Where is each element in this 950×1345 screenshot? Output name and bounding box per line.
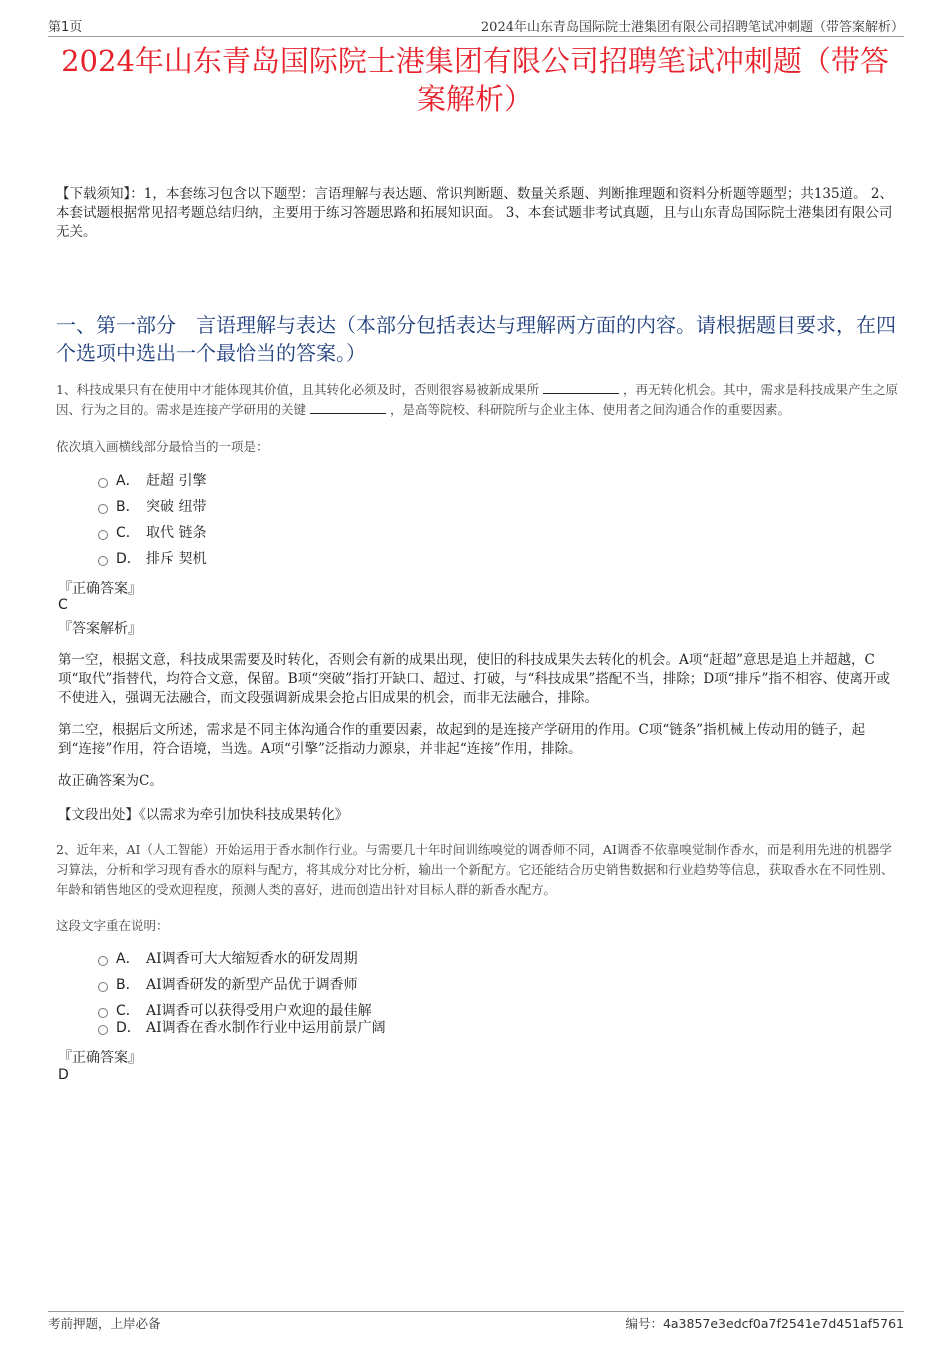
page-number: 第1页 bbox=[48, 20, 83, 35]
header-doc-title: 2024年山东青岛国际院士港集团有限公司招聘笔试冲刺题（带答案解析） bbox=[480, 20, 904, 35]
option-text: 赶超 引擎 bbox=[146, 473, 207, 489]
radio-icon[interactable] bbox=[98, 1025, 108, 1035]
q1-answer: C bbox=[58, 597, 68, 613]
option-text: AI调香可以获得受用户欢迎的最佳解 bbox=[146, 1003, 372, 1019]
option-text: AI调香在香水制作行业中运用前景广阔 bbox=[146, 1020, 386, 1036]
question-2-prompt: 这段文字重在说明： bbox=[56, 918, 169, 933]
option-key: A． bbox=[116, 473, 140, 489]
question-1-prompt: 依次填入画横线部分最恰当的一项是： bbox=[56, 439, 269, 454]
q1-analysis-label: 『答案解析』 bbox=[58, 621, 142, 637]
question-1-text bbox=[56, 380, 898, 420]
q1-option-c[interactable] bbox=[98, 523, 206, 543]
fill-blank-2 bbox=[310, 401, 386, 414]
page-footer bbox=[48, 1311, 904, 1331]
option-key: A． bbox=[116, 951, 140, 967]
q1-option-a[interactable] bbox=[98, 471, 206, 491]
radio-icon[interactable] bbox=[98, 478, 108, 488]
q1-analysis-paragraph-2: 第二空，根据后文所述，需求是不同主体沟通合作的重要因素，故起到的是连接产学研用的作用。C项“链条”指机械上传动用的链子，起到“连接”作用，符合语境，当选。A项“引擎”泛指动力源泉，并非起“连接”作用，排除。 bbox=[58, 722, 866, 757]
radio-icon[interactable] bbox=[98, 504, 108, 514]
radio-icon[interactable] bbox=[98, 982, 108, 992]
q2-option-a[interactable] bbox=[98, 949, 358, 969]
q2-option-d[interactable] bbox=[98, 1018, 386, 1038]
radio-icon[interactable] bbox=[98, 1008, 108, 1018]
question-1-text-part-c: ，是高等院校、科研院所与企业主体、使用者之间沟通合作的重要因素。 bbox=[390, 402, 791, 417]
document-title: 2024年山东青岛国际院士港集团有限公司招聘笔试冲刺题（带答案解析） bbox=[61, 44, 889, 116]
q2-answer: D bbox=[58, 1067, 69, 1083]
question-2-text: 2、近年来，AI（人工智能）开始运用于香水制作行业。与需要几十年时间训练嗅觉的调香师不同，AI调香不依靠嗅觉制作香水，而是利用先进的机器学习算法，分析和学习现有香水的原料与配方，将其成分对比分析，输出一个新配方。它还能结合历史销售数据和行业趋势等信息，获取香水在不同性别、年龄和销售地区的受欢迎程度，预测人类的喜好，进而创造出针对目标人群的新香水配方。 bbox=[56, 842, 894, 897]
option-key: C． bbox=[116, 525, 140, 541]
q2-answer-label: 『正确答案』 bbox=[58, 1050, 142, 1066]
option-text: AI调香可大大缩短香水的研发周期 bbox=[146, 951, 358, 967]
radio-icon[interactable] bbox=[98, 530, 108, 540]
option-text: 排斥 契机 bbox=[146, 551, 207, 567]
q1-option-d[interactable] bbox=[98, 549, 206, 569]
fill-blank-1 bbox=[543, 381, 619, 394]
page-header bbox=[48, 14, 904, 37]
option-text: 突破 纽带 bbox=[146, 499, 207, 515]
footer-serial: 编号：4a3857e3edcf0a7f2541e7d451af5761 bbox=[625, 1316, 904, 1331]
question-1-text-part-b: ，再无转化机会。其中，需求是科技成果产生之原因、行为之目的。需求是连接产学研用的关键 bbox=[56, 382, 898, 417]
radio-icon[interactable] bbox=[98, 556, 108, 566]
q1-answer-label: 『正确答案』 bbox=[58, 581, 142, 597]
option-key: C． bbox=[116, 1003, 140, 1019]
option-key: B． bbox=[116, 977, 140, 993]
option-key: D． bbox=[116, 1020, 141, 1036]
question-1-text-part-a: 1、科技成果只有在使用中才能体现其价值，且其转化必须及时，否则很容易被新成果所 bbox=[56, 382, 539, 397]
option-text: 取代 链条 bbox=[146, 525, 207, 541]
download-notice: 【下载须知】：1，本套练习包含以下题型：言语理解与表达题、常识判断题、数量关系题、判断推理题和资料分析题等题型；共135道。 2、本套试题根据常见招考题总结归纳，主要用于练习答题思路和拓展知识面。 3、本套试题非考试真题，且与山东青岛国际院士港集团有限公司无关。 bbox=[56, 186, 893, 240]
radio-icon[interactable] bbox=[98, 956, 108, 966]
option-key: B． bbox=[116, 499, 140, 515]
q1-option-b[interactable] bbox=[98, 497, 206, 517]
q1-source: 【文段出处】《以需求为牵引加快科技成果转化》 bbox=[58, 807, 349, 823]
section-title: 一、第一部分 言语理解与表达（本部分包括表达与理解两方面的内容。请根据题目要求，在四个选项中选出一个最恰当的答案。） bbox=[56, 313, 896, 365]
option-key: D． bbox=[116, 551, 141, 567]
option-text: AI调香研发的新型产品优于调香师 bbox=[146, 977, 358, 993]
footer-slogan: 考前押题，上岸必备 bbox=[48, 1316, 161, 1331]
q2-option-b[interactable] bbox=[98, 975, 358, 995]
q1-analysis-paragraph-1: 第一空，根据文意，科技成果需要及时转化，否则会有新的成果出现，使旧的科技成果失去转化的机会。A项“赶超”意思是追上并超越，C项“取代”指替代，均符合文意，保留。B项“突破”指打开缺口、超过、打破，与“科技成果”搭配不当，排除；D项“排斥”指不相容、使离开或不使进入，强调无法融合，而文段强调新成果会抢占旧成果的机会，而非无法融合，排除。 bbox=[58, 652, 890, 706]
q1-conclusion: 故正确答案为C。 bbox=[58, 773, 163, 789]
